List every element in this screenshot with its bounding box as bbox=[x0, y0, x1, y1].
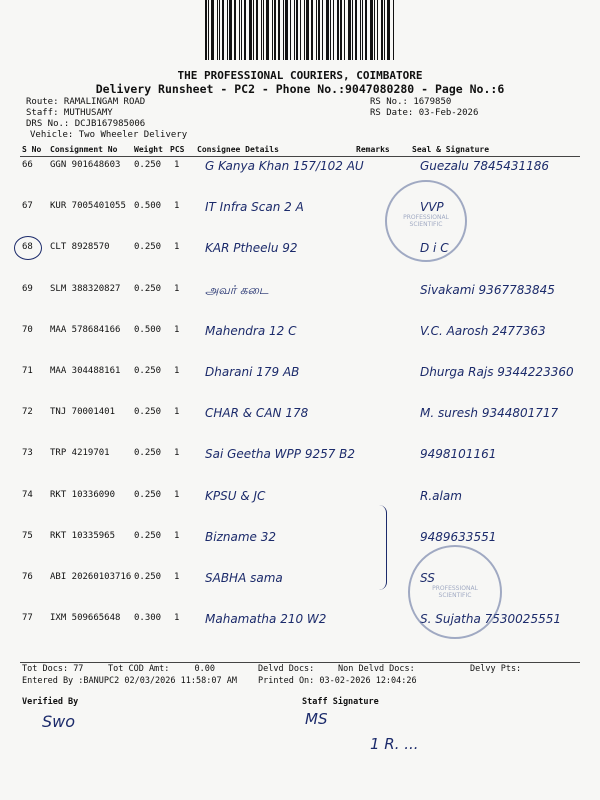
staff-signature: MS bbox=[305, 710, 328, 728]
row-weight: 0.250 bbox=[134, 242, 162, 253]
row-pcs: 1 bbox=[174, 160, 180, 170]
row-pcs: 1 bbox=[174, 283, 180, 294]
barcode-bar bbox=[311, 0, 313, 60]
barcode-bar bbox=[234, 0, 236, 60]
row-pcs: 1 bbox=[174, 572, 180, 582]
route: Route: RAMALINGAM ROAD bbox=[26, 97, 146, 107]
row-signature-handwritten: Dhurga Rajs 9344223360 bbox=[420, 365, 574, 379]
row-pcs: 1 bbox=[174, 366, 180, 376]
row-consignee-handwritten: KAR Ptheelu 92 bbox=[205, 241, 298, 256]
row-consignee-handwritten: Mahamatha 210 W2 bbox=[205, 612, 327, 627]
verified-signature: Swo bbox=[42, 712, 76, 731]
barcode-bar bbox=[377, 0, 378, 60]
col-sno: S No bbox=[22, 145, 42, 154]
row-sno: 70 bbox=[22, 324, 33, 335]
row-consignment: TNJ 70001401 bbox=[50, 407, 116, 418]
printed-on: Printed On: 03-02-2026 12:04:26 bbox=[258, 676, 417, 686]
row-sno: 72 bbox=[22, 407, 33, 418]
row-pcs: 1 bbox=[174, 407, 180, 418]
barcode-bar bbox=[219, 0, 220, 60]
barcode-bar bbox=[316, 0, 317, 60]
row-consignee-handwritten: IT Infra Scan 2 A bbox=[205, 200, 304, 215]
row-sno: 69 bbox=[22, 283, 33, 294]
vehicle: Vehicle: Two Wheeler Delivery bbox=[30, 130, 188, 140]
row-consignment: RKT 10336090 bbox=[50, 489, 116, 500]
row-weight: 0.250 bbox=[134, 530, 162, 541]
row-signature-handwritten: Sivakami 9367783845 bbox=[420, 282, 555, 297]
row-consignment: IXM 509665648 bbox=[50, 613, 121, 624]
row-weight: 0.250 bbox=[134, 160, 162, 170]
col-consignment: Consignment No bbox=[50, 145, 118, 154]
row-sno: 66 bbox=[22, 160, 33, 170]
row-sno: 76 bbox=[22, 572, 33, 582]
row-consignment: MAA 578684166 bbox=[50, 324, 121, 335]
row-consignee-handwritten: Bizname 32 bbox=[205, 529, 276, 544]
barcode-bar bbox=[283, 0, 284, 60]
barcode bbox=[205, 0, 395, 60]
row-sno: 74 bbox=[22, 489, 33, 500]
row-signature-handwritten: R.alam bbox=[420, 488, 462, 503]
row-sno: 67 bbox=[22, 201, 33, 212]
barcode-bar bbox=[362, 0, 363, 60]
row-consignee-handwritten: Sai Geetha WPP 9257 B2 bbox=[205, 447, 356, 462]
row-sno: 73 bbox=[22, 448, 33, 459]
barcode-bar bbox=[365, 0, 367, 60]
row-signature-handwritten: SS bbox=[420, 571, 435, 585]
row-weight: 0.250 bbox=[134, 489, 162, 500]
barcode-bar bbox=[208, 0, 209, 60]
col-signature: Seal & Signature bbox=[412, 145, 490, 154]
company-seal-stamp-2 bbox=[408, 545, 502, 639]
footer-totals bbox=[22, 664, 83, 674]
col-remarks: Remarks bbox=[356, 145, 390, 154]
row-weight: 0.250 bbox=[134, 283, 162, 294]
row-68-circle-mark bbox=[14, 236, 42, 260]
barcode-bar bbox=[381, 0, 383, 60]
barcode-bar bbox=[355, 0, 357, 60]
barcode-bar bbox=[326, 0, 329, 60]
row-weight: 0.250 bbox=[134, 407, 162, 418]
tot-cod-label: Tot COD Amt: bbox=[108, 664, 170, 674]
delvy-pts: Delvy Pts: bbox=[470, 664, 522, 674]
row-pcs: 1 bbox=[174, 201, 180, 212]
barcode-bar bbox=[274, 0, 276, 60]
barcode-bar bbox=[222, 0, 224, 60]
barcode-bar bbox=[217, 0, 218, 60]
row-signature-handwritten: 9489633551 bbox=[420, 529, 497, 544]
barcode-bar bbox=[393, 0, 394, 60]
row-consignee-handwritten: அவர் கடை bbox=[205, 282, 269, 297]
barcode-bar bbox=[348, 0, 351, 60]
barcode-bar bbox=[239, 0, 240, 60]
verified-by-label: Verified By bbox=[22, 697, 79, 707]
row-consignee-handwritten: G Kanya Khan 157/102 AU bbox=[205, 159, 364, 173]
row-sno: 71 bbox=[22, 366, 33, 376]
barcode-bar bbox=[360, 0, 361, 60]
row-signature-handwritten: Guezalu 7845431186 bbox=[420, 159, 550, 173]
barcode-bar bbox=[322, 0, 323, 60]
row-consignment: TRP 4219701 bbox=[50, 448, 110, 459]
barcode-bar bbox=[318, 0, 320, 60]
row-signature-handwritten: S. Sujatha 7530025551 bbox=[420, 612, 561, 627]
header-rule bbox=[20, 156, 580, 157]
tot-docs-value: 77 bbox=[73, 664, 84, 674]
rs-number: RS No.: 1679850 bbox=[370, 97, 452, 107]
row-sno: 68 bbox=[22, 242, 33, 253]
row-pcs: 1 bbox=[174, 448, 180, 459]
barcode-bar bbox=[205, 0, 207, 60]
tot-docs-label: Tot Docs: bbox=[22, 664, 69, 674]
row-weight: 0.250 bbox=[134, 572, 162, 582]
barcode-bar bbox=[306, 0, 309, 60]
barcode-bar bbox=[352, 0, 353, 60]
barcode-bar bbox=[384, 0, 385, 60]
barcode-bar bbox=[256, 0, 258, 60]
non-delvd-docs: Non Delvd Docs: bbox=[338, 664, 415, 674]
row-weight: 0.250 bbox=[134, 366, 162, 376]
row-weight: 0.500 bbox=[134, 324, 162, 335]
company-title: THE PROFESSIONAL COURIERS, COIMBATORE bbox=[177, 69, 423, 82]
row-pcs: 1 bbox=[174, 242, 180, 253]
row-consignee-handwritten: SABHA sama bbox=[205, 571, 283, 585]
row-pcs: 1 bbox=[174, 324, 180, 335]
barcode-bar bbox=[285, 0, 288, 60]
drs-number: DRS No.: DCJB167985006 bbox=[26, 119, 146, 129]
row-pcs: 1 bbox=[174, 613, 180, 624]
row-consignee-handwritten: Mahendra 12 C bbox=[205, 323, 297, 338]
staff-signature-label: Staff Signature bbox=[302, 697, 379, 707]
row-signature-handwritten: VVP bbox=[420, 200, 444, 215]
delvd-docs: Delvd Docs: bbox=[258, 664, 315, 674]
company-seal-stamp bbox=[385, 180, 467, 262]
barcode-bar bbox=[370, 0, 373, 60]
barcode-bar bbox=[227, 0, 228, 60]
row-signature-handwritten: 9498101161 bbox=[420, 447, 497, 462]
col-weight: Weight bbox=[134, 145, 163, 154]
barcode-bar bbox=[241, 0, 242, 60]
barcode-bar bbox=[294, 0, 295, 60]
bracket-mark bbox=[378, 505, 387, 590]
row-signature-handwritten: V.C. Aarosh 2477363 bbox=[420, 323, 546, 338]
barcode-bar bbox=[211, 0, 214, 60]
barcode-bar bbox=[387, 0, 390, 60]
barcode-bar bbox=[344, 0, 345, 60]
row-consignment: RKT 10335965 bbox=[50, 530, 116, 541]
row-consignment: SLM 388320827 bbox=[50, 283, 121, 294]
barcode-bar bbox=[330, 0, 331, 60]
staff: Staff: MUTHUSAMY bbox=[26, 108, 113, 118]
barcode-bar bbox=[374, 0, 375, 60]
entered-by: Entered By :BANUPC2 02/03/2026 11:58:07 AM bbox=[22, 676, 237, 686]
barcode-bar bbox=[304, 0, 305, 60]
barcode-bar bbox=[263, 0, 264, 60]
footer-rule bbox=[20, 662, 580, 663]
row-weight: 0.500 bbox=[134, 201, 162, 212]
row-pcs: 1 bbox=[174, 489, 180, 500]
barcode-bar bbox=[249, 0, 252, 60]
tot-cod-value: 0.00 bbox=[194, 664, 216, 674]
col-pcs: PCS bbox=[170, 145, 185, 154]
row-consignment: GGN 901648603 bbox=[50, 160, 121, 170]
rs-info bbox=[370, 97, 478, 119]
barcode-bar bbox=[340, 0, 342, 60]
extra-signature: 1 R. ... bbox=[370, 735, 419, 753]
route-info bbox=[26, 97, 187, 141]
footer-cod bbox=[108, 664, 215, 674]
stamp-text: PROFESSIONAL SCIENTIFIC bbox=[403, 214, 449, 228]
row-pcs: 1 bbox=[174, 530, 180, 541]
row-consignment: MAA 304488161 bbox=[50, 366, 121, 376]
row-consignment: ABI 20260103716 bbox=[50, 572, 132, 582]
row-consignee-handwritten: KPSU & JC bbox=[205, 488, 266, 503]
row-consignee-handwritten: CHAR & CAN 178 bbox=[205, 406, 309, 421]
barcode-bar bbox=[300, 0, 301, 60]
barcode-bar bbox=[261, 0, 262, 60]
barcode-bar bbox=[244, 0, 246, 60]
runsheet-title: Delivery Runsheet - PC2 - Phone No.:9047080280 - Page No.:6 bbox=[95, 82, 505, 96]
barcode-bar bbox=[278, 0, 280, 60]
barcode-bar bbox=[296, 0, 298, 60]
barcode-bar bbox=[337, 0, 339, 60]
barcode-bar bbox=[253, 0, 254, 60]
row-weight: 0.300 bbox=[134, 613, 162, 624]
barcode-bar bbox=[229, 0, 232, 60]
row-signature-handwritten: D i C bbox=[420, 241, 449, 256]
barcode-bar bbox=[272, 0, 273, 60]
row-sno: 75 bbox=[22, 530, 33, 541]
col-consignee: Consignee Details bbox=[197, 145, 279, 154]
row-consignment: KUR 7005401055 bbox=[50, 201, 126, 212]
row-weight: 0.250 bbox=[134, 448, 162, 459]
rs-date: RS Date: 03-Feb-2026 bbox=[370, 108, 479, 118]
barcode-bar bbox=[266, 0, 269, 60]
stamp-text-2: PROFESSIONAL SCIENTIFIC bbox=[432, 585, 478, 599]
row-consignment: CLT 8928570 bbox=[50, 242, 110, 253]
barcode-bar bbox=[333, 0, 334, 60]
row-consignee-handwritten: Dharani 179 AB bbox=[205, 365, 300, 379]
row-sno: 77 bbox=[22, 613, 33, 624]
barcode-bar bbox=[290, 0, 291, 60]
row-signature-handwritten: M. suresh 9344801717 bbox=[420, 406, 559, 421]
